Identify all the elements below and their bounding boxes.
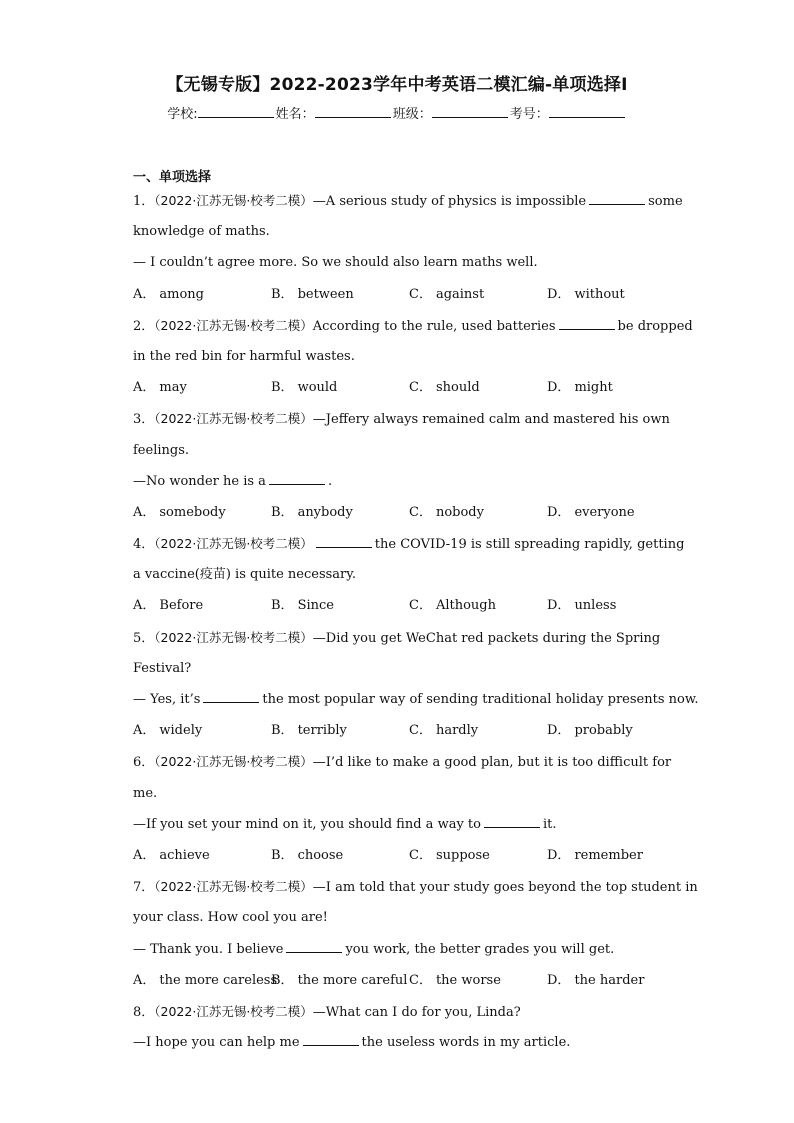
option-text: hardly [435,723,479,739]
question-line [133,466,663,497]
question-text: —Did you get WeChat red packets during the Spring [312,630,661,646]
question-text: —If you set your mind on it, you should find a way to [133,816,481,832]
option-label: A． [133,723,156,739]
option-label: B． [271,723,294,739]
option-text: somebody [159,504,226,520]
question-text: the useless words in my article. [361,1035,571,1051]
answer-option[interactable] [133,590,271,621]
option-label: D． [547,504,571,520]
question-line [133,902,663,933]
question-source: （2022·江苏无锡·校考二模） [154,193,313,208]
question-stem [133,871,698,902]
option-text: would [297,380,338,396]
answer-blank[interactable] [559,317,615,330]
question-source: （2022·江苏无锡·校考二模） [154,879,313,895]
answer-option[interactable] [547,497,685,528]
answer-option[interactable] [271,590,409,621]
answer-blank[interactable] [484,815,540,828]
question-line [133,435,663,466]
answer-options [133,497,663,528]
option-text: might [574,380,613,396]
answer-options [133,965,663,996]
option-text: probably [574,723,633,739]
question-line [133,1027,663,1058]
answer-options [133,840,663,871]
answer-options [133,590,663,621]
answer-blank[interactable] [316,535,372,548]
question-text: — Yes, it’s [133,692,201,707]
option-label: C． [409,723,432,739]
option-text: the more careless [159,972,278,988]
question-text: the COVID-19 is still spreading rapidly, getting [374,537,685,553]
info-field-label: 考号： [509,107,549,122]
question-text: your class. How cool you are! [133,910,328,926]
question-text: —What can I do for you, Linda? [312,1004,521,1020]
option-label: C． [409,598,432,614]
option-label: B． [271,972,294,988]
question-stem [133,996,663,1027]
answer-option[interactable] [547,372,685,403]
option-label: B． [271,847,294,863]
question-number: 7． [133,880,155,896]
option-text: remember [574,847,643,863]
option-text: against [435,286,485,302]
question-text: feelings. [133,442,190,458]
option-text: should [435,380,480,396]
question-text: —A serious study of physics is impossible [312,194,587,209]
info-field-label: 姓名： [275,107,315,122]
answer-option[interactable] [409,497,547,528]
question-number: 2． [133,318,155,334]
question-text: —I am told that your study goes beyond the top student in [312,880,698,896]
option-label: B． [271,598,294,614]
question-number: 3． [133,412,155,428]
answer-option[interactable] [133,840,271,871]
answer-option[interactable] [133,715,271,746]
answer-option[interactable] [409,840,547,871]
question-text: —Jeffery always remained calm and mastered his own [312,412,670,428]
option-label: D． [547,972,571,988]
section-title: 一、单项选择 [133,170,212,185]
info-field [393,103,510,122]
answer-blank[interactable] [589,192,645,205]
option-text: widely [159,723,203,739]
answer-option[interactable] [547,590,685,621]
question-line [133,341,663,372]
option-text: without [574,286,625,302]
answer-blank[interactable] [203,690,259,703]
question-text: in the red bin for harmful wastes. [133,348,355,364]
question-stem [133,185,683,216]
answer-options [133,279,663,310]
option-text: suppose [435,847,490,863]
info-field-label: 班级： [392,107,432,122]
answer-option[interactable] [271,840,409,871]
question-line [133,653,663,684]
option-text: nobody [435,504,484,520]
info-field [276,103,393,122]
answer-option[interactable] [409,965,547,996]
answer-option[interactable] [133,372,271,403]
option-label: D． [547,598,571,614]
option-label: D． [547,286,571,302]
question-source: （2022·江苏无锡·校考二模） [154,1003,313,1019]
answer-option[interactable] [271,965,409,996]
option-label: C． [409,972,432,988]
question-stem [133,310,693,341]
question-text: the most popular way of sending traditional holiday presents now. [262,692,699,707]
question-number: 1． [133,194,155,209]
question-line [133,559,663,590]
question-text: me. [133,785,158,801]
answer-blank[interactable] [269,472,325,485]
question-text: —I hope you can help me [133,1035,300,1051]
option-label: A． [133,380,156,396]
question-text: a vaccine(疫苗) is quite necessary. [133,567,356,583]
option-text: between [297,286,354,302]
option-text: choose [297,847,344,863]
option-text: Although [435,598,496,614]
question-line [133,247,663,278]
answer-option[interactable] [271,279,409,310]
option-text: may [159,380,187,396]
question-line [133,809,663,840]
question-line [133,778,663,809]
answer-option[interactable] [271,497,409,528]
question-text: — Thank you. I believe [133,941,284,957]
question-text: Festival? [133,660,192,676]
option-label: A． [133,598,156,614]
question-stem [133,622,663,653]
question-text: —I’d like to make a good plan, but it is too difficult for [312,755,672,771]
info-field-label: 学校: [167,107,198,122]
question-source: （2022·江苏无锡·校考二模） [154,317,313,333]
question-list [133,185,699,1058]
question-number: 5． [133,630,155,646]
option-label: B． [271,286,294,302]
option-label: A． [133,504,156,520]
question-text: you work, the better grades you will get. [345,941,615,957]
question-stem [133,403,670,434]
question-text: —No wonder he is a [133,473,266,489]
option-text: among [159,286,204,302]
option-label: A． [133,847,156,863]
option-text: achieve [159,847,210,863]
question-source: （2022·江苏无锡·校考二模） [154,629,313,645]
student-info-row [0,103,794,122]
answer-options [133,372,663,403]
question-line [133,934,663,965]
answer-option[interactable] [133,279,271,310]
answer-option[interactable] [547,965,685,996]
question-number: 6． [133,755,155,771]
option-label: C． [409,504,432,520]
info-field-blank[interactable] [315,104,391,118]
question-text: According to the rule, used batteries [312,318,556,334]
question-stem [133,528,685,559]
option-label: C． [409,847,432,863]
option-text: the harder [574,972,645,988]
option-label: D． [547,723,571,739]
option-text: the more careful [297,972,408,988]
answer-option[interactable] [133,965,278,996]
answer-option[interactable] [133,497,271,528]
info-field [167,103,275,122]
info-field-blank[interactable] [432,104,508,118]
option-label: B． [271,380,294,396]
option-text: anybody [297,504,353,520]
option-label: D． [547,380,571,396]
question-source: （2022·江苏无锡·校考二模） [154,411,313,427]
question-number: 8． [133,1004,155,1020]
answer-blank[interactable] [286,940,342,953]
question-text: some [648,194,683,209]
option-label: C． [409,380,432,396]
answer-option[interactable] [409,590,547,621]
answer-options [133,715,663,746]
option-text: Since [297,598,334,614]
answer-option[interactable] [409,372,547,403]
answer-option[interactable] [547,840,685,871]
question-line [133,684,699,715]
answer-option[interactable] [409,715,547,746]
option-label: D． [547,847,571,863]
answer-option[interactable] [547,715,685,746]
question-text: . [327,473,333,489]
question-source: （2022·江苏无锡·校考二模） [154,754,313,770]
question-number: 4． [133,537,155,553]
question-text: knowledge of maths. [133,224,270,240]
answer-blank[interactable] [303,1033,359,1046]
option-label: C． [409,286,432,302]
info-field-blank[interactable] [549,104,625,118]
question-text: be dropped [617,318,693,334]
answer-option[interactable] [271,372,409,403]
question-line [133,216,663,247]
question-stem [133,746,672,777]
option-label: A． [133,972,156,988]
option-label: B． [271,504,294,520]
question-text: — I couldn’t agree more. So we should also learn maths well. [133,255,538,271]
question-source: （2022·江苏无锡·校考二模） [154,536,313,552]
option-text: the worse [435,972,501,988]
answer-option[interactable] [271,715,409,746]
option-label: A． [133,286,156,302]
answer-option[interactable] [547,279,685,310]
option-text: unless [574,598,617,614]
option-text: terribly [297,723,347,739]
option-text: everyone [574,504,635,520]
question-text: it. [542,816,557,832]
info-field-blank[interactable] [198,104,274,118]
option-text: Before [159,598,204,614]
answer-option[interactable] [409,279,547,310]
info-field [510,103,627,122]
page-title: 【无锡专版】2022-2023学年中考英语二模汇编-单项选择Ⅰ [166,75,628,95]
